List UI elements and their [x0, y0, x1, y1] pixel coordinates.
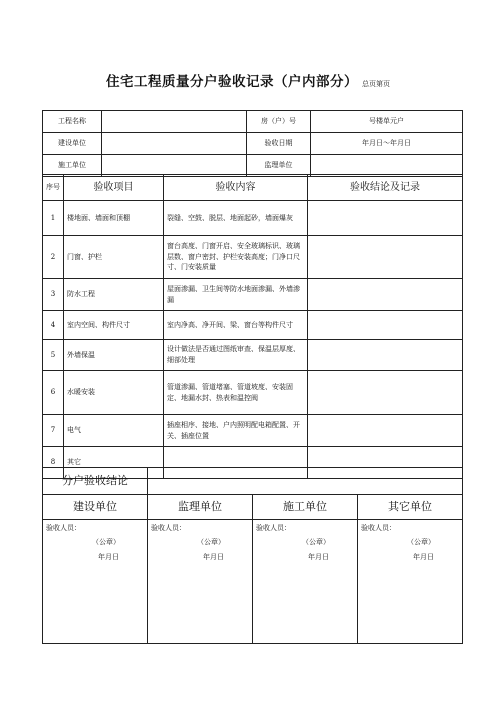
items-header-row	[43, 175, 463, 201]
row-no: 8	[43, 447, 64, 479]
room-label: 房（户）号	[247, 111, 311, 133]
page-count-note: 总页第页	[362, 80, 390, 88]
row-item: 其它	[64, 447, 164, 479]
construct-unit-label: 施工单位	[43, 155, 102, 177]
col-item-header: 验收项目	[64, 175, 164, 201]
conclusion-label: 分户验收结论	[43, 468, 148, 495]
project-name-label: 工程名称	[43, 111, 102, 133]
title-text: 住宅工程质量分户验收记录（户内部分）	[106, 74, 358, 90]
row-content: 管道渗漏、管道堵塞、管道坡度、安装固定、地漏水封、热表和温控阀	[164, 371, 308, 415]
signer-label: 验收人员：	[151, 524, 186, 532]
seal-label: （公章）	[197, 537, 225, 546]
row-item: 防水工程	[64, 279, 164, 311]
row-result-field[interactable]	[308, 371, 463, 415]
date-label: 年月日	[308, 552, 329, 561]
signer-label: 验收人员：	[361, 524, 396, 532]
row-no: 3	[43, 279, 64, 311]
items-table	[42, 174, 463, 479]
row-result-field[interactable]	[308, 201, 463, 236]
row-result-field[interactable]	[308, 415, 463, 447]
info-table	[42, 110, 463, 177]
accept-date-value[interactable]: 年月日～年月日	[311, 133, 463, 155]
row-item: 门窗、护栏	[64, 236, 164, 279]
build-unit-field[interactable]	[102, 133, 247, 155]
signer-label: 验收人员：	[256, 524, 291, 532]
conclusion-field[interactable]	[148, 468, 463, 495]
row-no: 6	[43, 371, 64, 415]
row-result-field[interactable]	[308, 311, 463, 340]
row-content: 窗台高度、门窗开启、安全玻璃标识、玻璃层数、窗户密封、护栏安装高度；门净口尺寸、门安装质量	[164, 236, 308, 279]
table-row	[43, 201, 463, 236]
other-unit-sign-cell[interactable]	[358, 520, 463, 644]
date-label: 年月日	[203, 552, 224, 561]
page-title	[0, 70, 496, 90]
date-label: 年月日	[98, 552, 119, 561]
supervise-unit-label: 监理单位	[247, 155, 311, 177]
row-item: 楼地面、墙面和顶棚	[64, 201, 164, 236]
row-item: 电气	[64, 415, 164, 447]
row-item: 水暖安装	[64, 371, 164, 415]
date-label: 年月日	[413, 552, 434, 561]
row-content: 室内净高、净开间、梁、窗台等构件尺寸	[164, 311, 308, 340]
room-value[interactable]: 号楼单元户	[311, 111, 463, 133]
build-unit-sign-cell[interactable]	[43, 520, 148, 644]
row-no: 1	[43, 201, 64, 236]
project-name-field[interactable]	[102, 111, 247, 133]
row-result-field[interactable]	[308, 340, 463, 371]
table-row	[43, 311, 463, 340]
supervise-unit-sign-cell[interactable]	[148, 520, 253, 644]
row-item: 外墙保温	[64, 340, 164, 371]
row-content: 裂缝、空鼓、脱层、地面起砂，墙面爆灰	[164, 201, 308, 236]
signature-table	[42, 467, 463, 644]
table-row	[43, 340, 463, 371]
conclusion-row	[43, 468, 463, 495]
seal-label: （公章）	[92, 537, 120, 546]
row-no: 5	[43, 340, 64, 371]
accept-date-label: 验收日期	[247, 133, 311, 155]
row-no: 2	[43, 236, 64, 279]
col-content-header: 验收内容	[164, 175, 308, 201]
signature-row	[43, 520, 463, 644]
other-unit-header: 其它单位	[358, 495, 463, 520]
seal-label: （公章）	[302, 537, 330, 546]
row-item: 室内空间、构件尺寸	[64, 311, 164, 340]
row-no: 7	[43, 415, 64, 447]
table-row	[43, 371, 463, 415]
signer-label: 验收人员：	[46, 524, 81, 532]
construct-unit-header: 施工单位	[253, 495, 358, 520]
row-result-field[interactable]	[308, 236, 463, 279]
supervise-unit-header: 监理单位	[148, 495, 253, 520]
row-content: 设计做法是否通过图纸审查、保温层厚度、细部处理	[164, 340, 308, 371]
col-seq-text: 序号	[46, 183, 60, 192]
seal-label: （公章）	[407, 537, 435, 546]
build-unit-label: 建设单位	[43, 133, 102, 155]
col-result-header: 验收结论及记录	[308, 175, 463, 201]
row-result-field[interactable]	[308, 279, 463, 311]
table-row	[43, 415, 463, 447]
row-no: 4	[43, 311, 64, 340]
table-row	[43, 279, 463, 311]
table-row	[43, 236, 463, 279]
row-content: 屋面渗漏、卫生间等防水地面渗漏、外墙渗漏	[164, 279, 308, 311]
signature-header-row	[43, 495, 463, 520]
col-seq-header	[43, 175, 64, 201]
build-unit-header: 建设单位	[43, 495, 148, 520]
row-content: 插座相序、接地、户内照明配电箱配置、开关、插座位置	[164, 415, 308, 447]
construct-unit-sign-cell[interactable]	[253, 520, 358, 644]
